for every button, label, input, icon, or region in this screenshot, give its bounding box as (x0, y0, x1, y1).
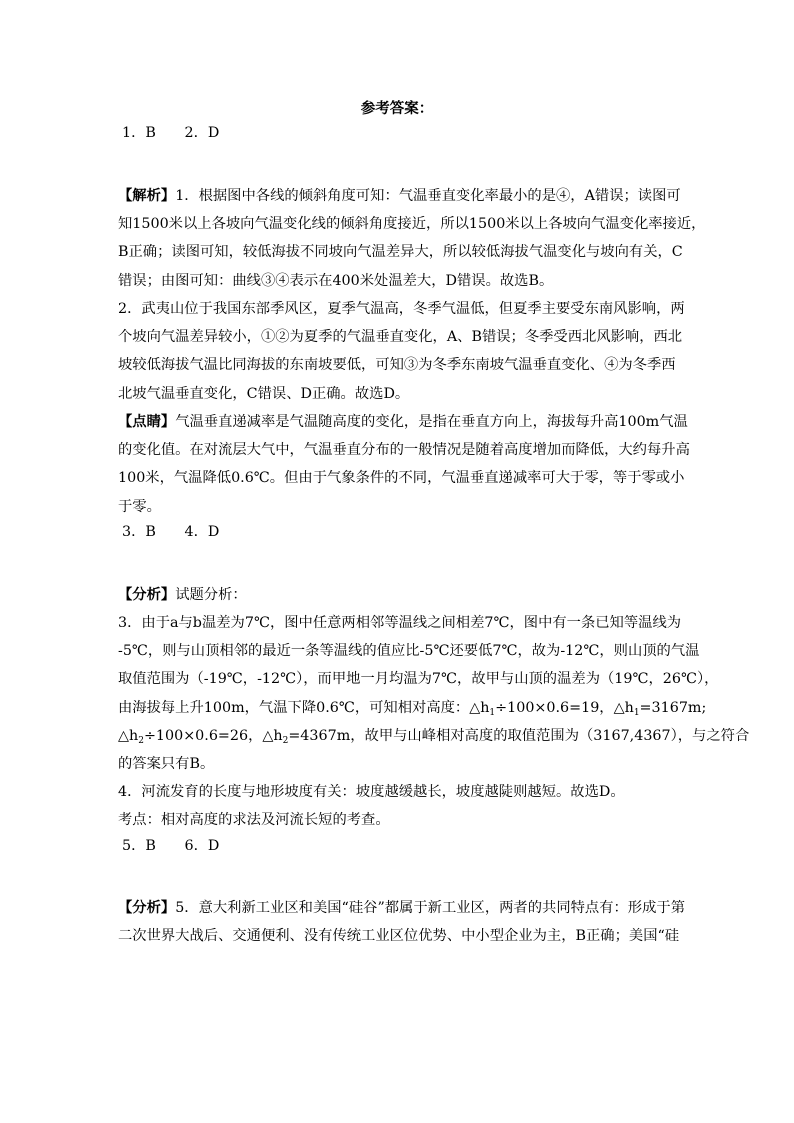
analysis2-line-2: 二次世界大战后、交通便利、没有传统工业区位优势、中小型企业为主，B正确；美国“硅 (118, 928, 680, 944)
answer-line-5-6: 5．B 6．D (122, 838, 220, 854)
note-line-3: 100米，气温降低0.6℃。但由于气象条件的不同，气温垂直递减率可大于零，等于零或小 (118, 470, 685, 486)
note-line-1: 【点睛】气温垂直递减率是气温随高度的变化，是指在垂直方向上，海拔每升高100m气温 (118, 414, 688, 430)
answer-line-3-4: 3．B 4．D (122, 524, 220, 540)
analysis-tag: 【分析】 (118, 587, 176, 603)
analysis-line-6: 的答案只有B。 (118, 756, 215, 772)
analysis-head: 【分析】试题分析： (118, 587, 247, 603)
analysis-line-5: $\triangle h_2\div 100\times 0.6=26$，$\triangle h_2=4367m$，故甲与山峰相对高度的取值范围为（3167,4367），与之符合 (118, 728, 750, 746)
explanation-line-1: 【解析】1．根据图中各线的倾斜角度可知：气温垂直变化率最小的是④，A错误；读图可 (118, 188, 681, 204)
analysis2-line-1: 【分析】5．意大利新工业区和美国“硅谷”都属于新工业区，两者的共同特点有：形成于第 (118, 900, 685, 916)
analysis-line-8: 考点：相对高度的求法及河流长短的考查。 (118, 812, 390, 828)
analysis-tag: 【解析】 (118, 188, 176, 204)
analysis-line-4: 由海拔每上升100m，气温下降0.6℃，可知相对高度：$\triangle h_1\div 100\times 0.6=19$，$\triangle h_1=3167m$; (118, 700, 707, 718)
analysis-line-2: -5℃，则与山顶相邻的最近一条等温线的值应比-5℃还要低7℃，故为-12℃，则山顶的气温 (118, 643, 700, 659)
page-title: 参考答案： (360, 100, 434, 117)
explanation-line-8: 北坡气温垂直变化，C错误、D正确。故选D。 (118, 386, 410, 402)
explanation-line-2: 知1500米以上各坡向气温变化线的倾斜角度接近，所以1500米以上各坡向气温变化率接近， (118, 216, 706, 232)
explanation-line-5: 2．武夷山位于我国东部季风区，夏季气温高，冬季气温低，但夏季主要受东南风影响，两 (118, 301, 685, 317)
analysis-line-7: 4．河流发育的长度与地形坡度有关：坡度越缓越长，坡度越陡则越短。故选D。 (118, 784, 625, 800)
explanation-line-7: 坡较低海拔气温比同海拔的东南坡要低，可知③为冬季东南坡气温垂直变化、④为冬季西 (118, 357, 676, 373)
analysis-line-1: 3．由于a与b温差为7℃，图中任意两相邻等温线之间相差7℃，图中有一条已知等温线为 (118, 615, 682, 631)
answer-line-1-2: 1．B 2．D (122, 125, 220, 141)
explanation-line-4: 错误；由图可知：曲线③④表示在400米处温差大，D错误。故选B。 (118, 273, 554, 289)
note-line-2: 的变化值。在对流层大气中，气温垂直分布的一般情况是随着高度增加而降低，大约每升高 (118, 442, 690, 458)
note-line-4: 于零。 (118, 499, 161, 515)
note-tag: 【点睛】 (118, 414, 176, 430)
analysis-tag: 【分析】 (118, 900, 176, 916)
explanation-line-6: 个坡向气温差异较小，①②为夏季的气温垂直变化，A、B错误；冬季受西北风影响，西北 (118, 329, 683, 345)
explanation-line-3: B正确；读图可知，较低海拔不同坡向气温差异大，所以较低海拔气温变化与坡向有关，C (118, 244, 683, 260)
analysis-line-3: 取值范围为（-19℃，-12℃），而甲地一月均温为7℃，故甲与山顶的温差为（19℃，26℃）， (118, 671, 719, 687)
